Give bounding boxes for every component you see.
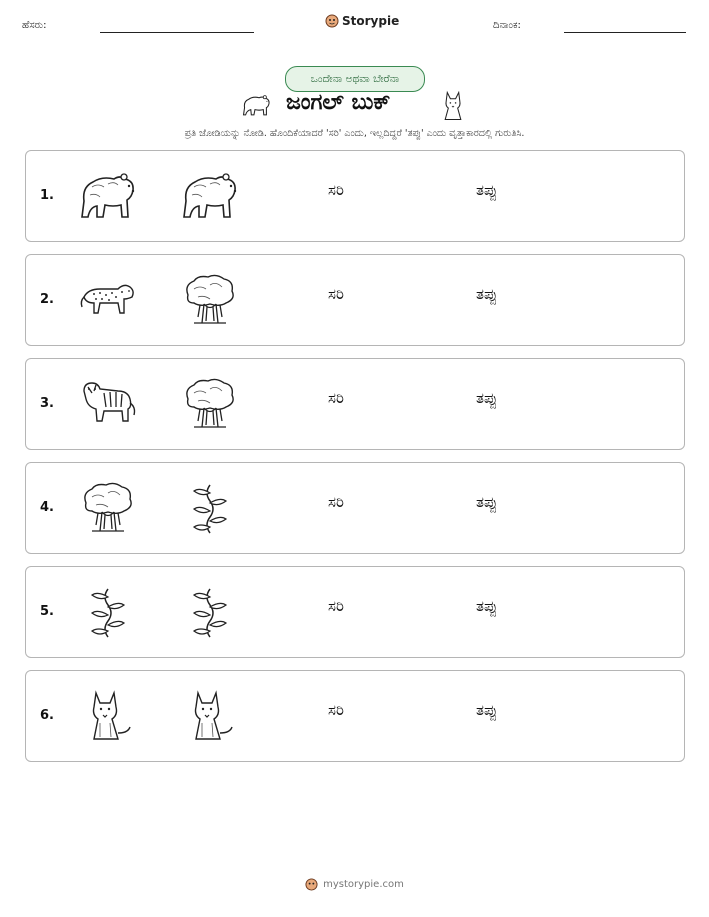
instructions: ಪ್ರತಿ ಜೋಡಿಯನ್ನು ನೋಡಿ. ಹೊಂದಿಕೆಯಾದರೆ 'ಸರಿ' ಎಂದು, ಇಲ್ಲದಿದ್ದರೆ 'ತಪ್ಪು' ಎಂದು ವೃತ್ತಾಕಾರದಲ್ಲಿ ಗುರುತಿಸಿ. — [184, 128, 525, 139]
tree-icon — [78, 481, 138, 535]
tiger-icon — [78, 377, 138, 431]
page-title: ಜಂಗಲ್ ಬುಕ್ — [286, 90, 391, 115]
option-different[interactable]: ತಪ್ಪು — [476, 181, 498, 199]
tree-icon — [180, 273, 240, 327]
vine-icon — [78, 585, 138, 639]
brand-logo — [325, 14, 399, 28]
bear-icon — [240, 92, 272, 118]
storypie-mascot-icon — [325, 14, 339, 28]
name-label: ಹೆಸರು: — [22, 20, 47, 31]
wolf-icon — [440, 90, 466, 122]
footer — [0, 878, 709, 891]
question-number: 2. — [40, 292, 54, 307]
vine-icon — [180, 481, 240, 535]
option-same[interactable]: ಸರಿ — [328, 493, 344, 511]
bear-icon — [78, 169, 138, 223]
question-row — [25, 254, 685, 346]
activity-tag: ಒಂದೇನಾ ಅಥವಾ ಬೇರೆನಾ — [285, 66, 425, 92]
brand-name: Storypie — [342, 14, 400, 28]
tree-icon — [180, 377, 240, 431]
wolf-icon — [78, 689, 138, 743]
question-row — [25, 358, 685, 450]
name-field-line[interactable] — [100, 32, 254, 33]
date-field-line[interactable] — [564, 32, 686, 33]
question-number: 6. — [40, 708, 54, 723]
vine-icon — [180, 585, 240, 639]
date-label: ದಿನಾಂಕ: — [493, 20, 521, 31]
bear-icon — [180, 169, 240, 223]
question-row — [25, 150, 685, 242]
option-different[interactable]: ತಪ್ಪು — [476, 701, 498, 719]
option-same[interactable]: ಸರಿ — [328, 285, 344, 303]
title-area — [0, 88, 709, 124]
option-different[interactable]: ತಪ್ಪು — [476, 389, 498, 407]
wolf-icon — [180, 689, 240, 743]
worksheet-header — [0, 14, 709, 36]
question-row — [25, 566, 685, 658]
option-different[interactable]: ತಪ್ಪು — [476, 597, 498, 615]
question-number: 4. — [40, 500, 54, 515]
option-different[interactable]: ತಪ್ಪು — [476, 285, 498, 303]
question-number: 3. — [40, 396, 54, 411]
storypie-mascot-icon — [305, 878, 318, 891]
question-number: 1. — [40, 188, 54, 203]
question-row — [25, 462, 685, 554]
footer-url[interactable]: mystorypie.com — [323, 879, 404, 890]
leopard-icon — [78, 273, 138, 327]
option-same[interactable]: ಸರಿ — [328, 389, 344, 407]
option-different[interactable]: ತಪ್ಪು — [476, 493, 498, 511]
option-same[interactable]: ಸರಿ — [328, 181, 344, 199]
question-number: 5. — [40, 604, 54, 619]
question-row — [25, 670, 685, 762]
option-same[interactable]: ಸರಿ — [328, 701, 344, 719]
option-same[interactable]: ಸರಿ — [328, 597, 344, 615]
